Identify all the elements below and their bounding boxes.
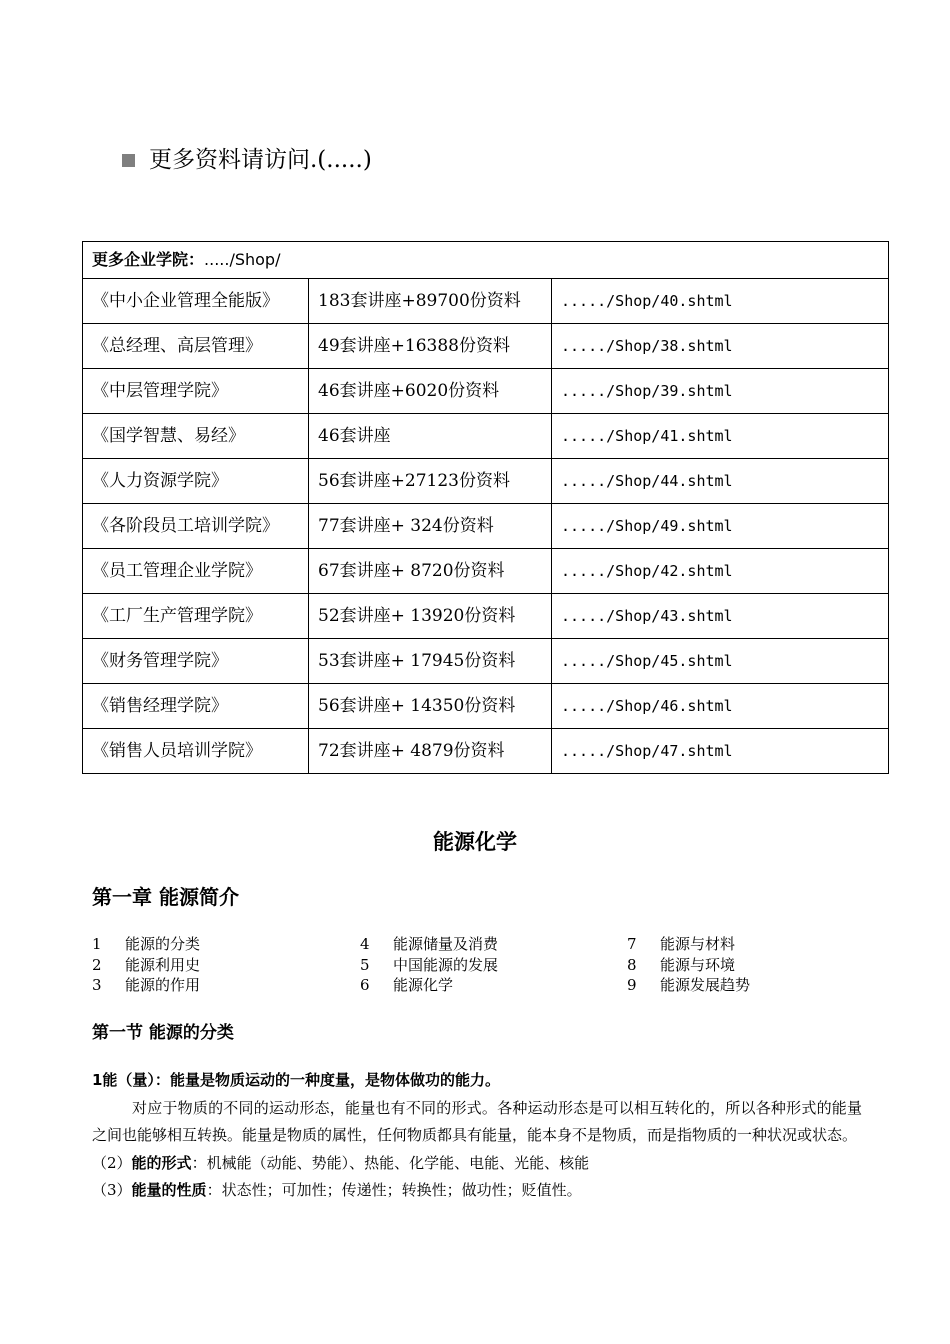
table-row <box>83 594 889 639</box>
toc-item <box>360 975 498 996</box>
shop-row-name: 《人力资源学院》 <box>83 459 309 504</box>
table-row <box>83 324 889 369</box>
toc-column <box>627 934 750 996</box>
table-row <box>83 279 889 324</box>
shop-row-content: 67套讲座+ 8720份资料 <box>309 549 552 594</box>
toc-item-number: 7 <box>627 935 637 953</box>
shop-row-url[interactable]: ...../Shop/45.shtml <box>552 639 889 684</box>
shop-row-url[interactable]: ...../Shop/42.shtml <box>552 549 889 594</box>
shop-row-name: 《销售人员培训学院》 <box>83 729 309 774</box>
shop-row-name: 《各阶段员工培训学院》 <box>83 504 309 549</box>
toc-item-number: 1 <box>92 935 102 953</box>
shop-header-url[interactable]: ...../Shop/ <box>204 250 281 269</box>
toc-item <box>627 934 750 955</box>
table-row <box>83 459 889 504</box>
energy-paragraph: 对应于物质的不同的运动形态，能量也有不同的形式。各种运动形态是可以相互转化的，所以各种形式的能量之间也能够相互转换。能量是物质的属性，任何物质都具有能量，能本身不是物质，而是指物质的一种状况或状态。 <box>92 1098 862 1144</box>
shop-row-name: 《中小企业管理全能版》 <box>83 279 309 324</box>
shop-row-content: 53套讲座+ 17945份资料 <box>309 639 552 684</box>
toc-item-label: 能源利用史 <box>125 955 201 974</box>
toc-item <box>627 955 750 976</box>
item2-prefix: （2） <box>92 1153 132 1172</box>
body-text <box>92 1067 862 1205</box>
shop-row-content: 56套讲座+ 14350份资料 <box>309 684 552 729</box>
chapter-heading: 第一章 能源简介 <box>92 885 239 909</box>
table-row <box>83 369 889 414</box>
shop-row-name: 《总经理、高层管理》 <box>83 324 309 369</box>
shop-row-content: 183套讲座+89700份资料 <box>309 279 552 324</box>
shop-row-url[interactable]: ...../Shop/44.shtml <box>552 459 889 504</box>
document-title: 能源化学 <box>433 830 517 854</box>
toc-item <box>92 975 200 996</box>
toc-item <box>360 934 498 955</box>
item3-text: ：状态性；可加性；传递性；转换性；做功性；贬值性。 <box>206 1181 582 1199</box>
shop-table-header <box>83 242 889 279</box>
toc-item-number: 5 <box>360 955 370 974</box>
shop-row-content: 52套讲座+ 13920份资料 <box>309 594 552 639</box>
toc-item-number: 9 <box>627 976 637 994</box>
shop-row-content: 56套讲座+27123份资料 <box>309 459 552 504</box>
toc-item-number: 4 <box>360 935 370 953</box>
toc-item-label: 能源与材料 <box>660 935 736 953</box>
shop-row-name: 《员工管理企业学院》 <box>83 549 309 594</box>
shop-row-content: 77套讲座+ 324份资料 <box>309 504 552 549</box>
toc-item <box>92 934 200 955</box>
shop-row-name: 《国学智慧、易经》 <box>83 414 309 459</box>
shop-row-content: 49套讲座+16388份资料 <box>309 324 552 369</box>
table-row <box>83 549 889 594</box>
shop-row-url[interactable]: ...../Shop/40.shtml <box>552 279 889 324</box>
toc-item-number: 8 <box>627 955 637 974</box>
shop-row-url[interactable]: ...../Shop/46.shtml <box>552 684 889 729</box>
top-notice-text: 更多资料请访问.(.....) <box>149 147 372 173</box>
toc-item-number: 2 <box>92 955 102 974</box>
table-row <box>83 684 889 729</box>
shop-header-label: 更多企业学院： <box>92 250 205 269</box>
shop-row-url[interactable]: ...../Shop/43.shtml <box>552 594 889 639</box>
shop-row-url[interactable]: ...../Shop/41.shtml <box>552 414 889 459</box>
toc-item-label: 能源化学 <box>393 976 454 994</box>
toc-item <box>627 975 750 996</box>
toc-item-label: 能源的作用 <box>125 976 201 994</box>
shop-row-name: 《工厂生产管理学院》 <box>83 594 309 639</box>
toc-column <box>360 934 498 996</box>
toc-item-label: 能源的分类 <box>125 935 201 953</box>
item3-bold: 能量的性质 <box>131 1181 207 1199</box>
toc-item-number: 3 <box>92 976 102 994</box>
table-row <box>83 504 889 549</box>
item2-text: ：机械能（动能、势能）、热能、化学能、电能、光能、核能 <box>191 1153 590 1172</box>
toc-item <box>92 955 200 976</box>
item3-prefix: （3） <box>92 1181 132 1199</box>
toc-item <box>360 955 498 976</box>
shop-row-content: 46套讲座 <box>309 414 552 459</box>
toc-item-label: 能源发展趋势 <box>660 976 751 994</box>
shop-table <box>82 241 889 774</box>
toc-item-number: 6 <box>360 976 370 994</box>
shop-table-header-row <box>83 242 889 279</box>
shop-row-url[interactable]: ...../Shop/49.shtml <box>552 504 889 549</box>
toc-item-label: 中国能源的发展 <box>393 955 499 974</box>
toc-column <box>92 934 200 996</box>
shop-row-url[interactable]: ...../Shop/39.shtml <box>552 369 889 414</box>
shop-row-url[interactable]: ...../Shop/47.shtml <box>552 729 889 774</box>
toc-item-label: 能源储量及消费 <box>393 935 499 953</box>
shop-row-content: 46套讲座+6020份资料 <box>309 369 552 414</box>
energy-properties-item <box>92 1177 862 1205</box>
square-bullet-icon <box>122 154 135 167</box>
section-heading: 第一节 能源的分类 <box>92 1023 234 1043</box>
energy-definition-heading: 1能（量）：能量是物质运动的一种度量，是物体做功的能力。 <box>92 1071 500 1089</box>
item2-bold: 能的形式 <box>131 1153 192 1172</box>
shop-row-name: 《中层管理学院》 <box>83 369 309 414</box>
table-row <box>83 729 889 774</box>
shop-row-content: 72套讲座+ 4879份资料 <box>309 729 552 774</box>
toc-item-label: 能源与环境 <box>660 955 736 974</box>
shop-row-name: 《财务管理学院》 <box>83 639 309 684</box>
shop-row-name: 《销售经理学院》 <box>83 684 309 729</box>
top-notice <box>122 144 372 176</box>
energy-forms-item <box>92 1150 862 1178</box>
table-row <box>83 414 889 459</box>
table-row <box>83 639 889 684</box>
shop-row-url[interactable]: ...../Shop/38.shtml <box>552 324 889 369</box>
